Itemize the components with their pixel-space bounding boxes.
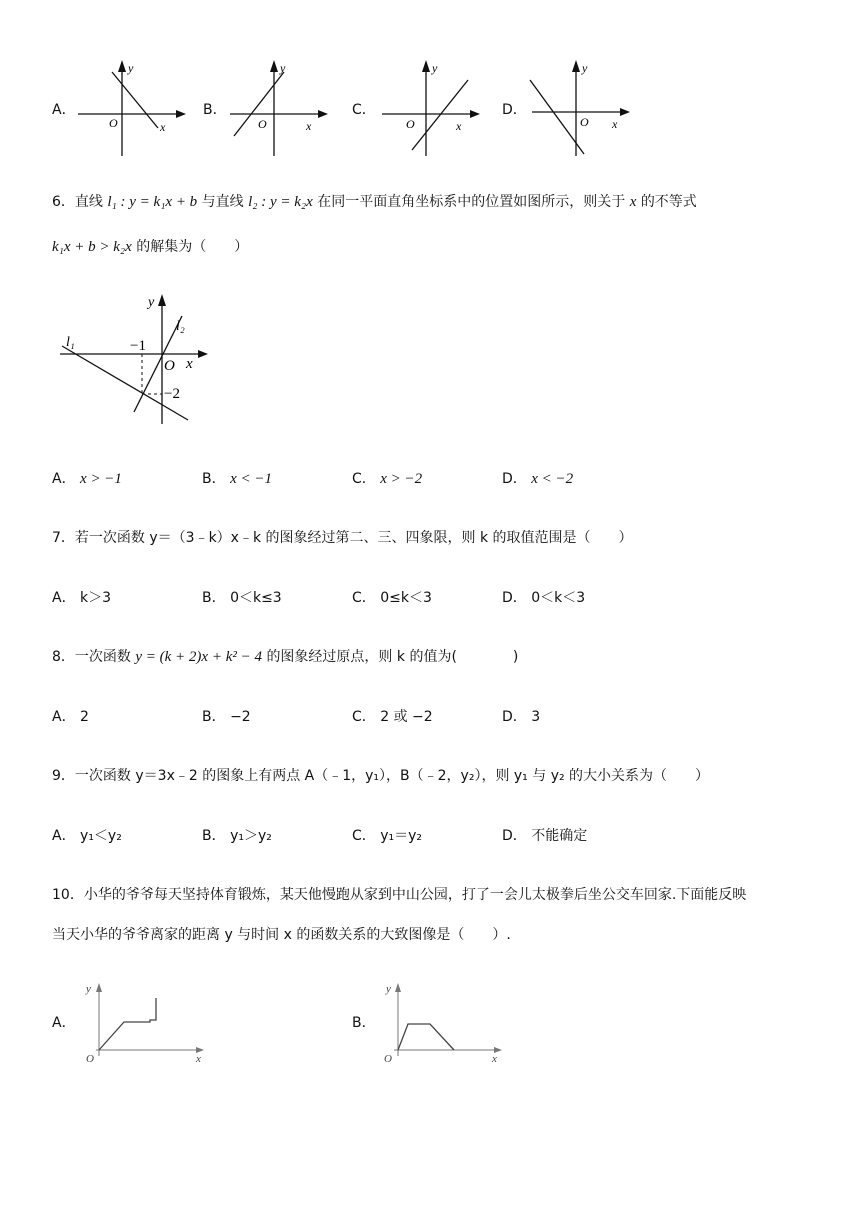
option-value: y₁＜y₂ <box>80 828 122 844</box>
q6-stem-line1 <box>52 193 697 211</box>
stem-text: 当天小华的爷爷离家的距离 y 与时间 x 的函数关系的大致图像是（ ）. <box>52 927 511 943</box>
svg-text:l₁: l₁ <box>66 335 75 350</box>
q6-option-b[interactable] <box>202 470 272 488</box>
q9-option-d[interactable] <box>502 827 587 845</box>
option-value: 2 <box>80 709 89 725</box>
option-label: D． <box>502 471 527 487</box>
option-label: C． <box>352 709 376 725</box>
svg-text:O: O <box>258 117 267 131</box>
option-label: B． <box>202 709 226 725</box>
option-value: 0≤k＜3 <box>380 590 432 606</box>
q8-option-b[interactable] <box>202 708 251 726</box>
svg-text:y: y <box>386 983 391 995</box>
q5-option-a-label[interactable]: A． <box>52 102 76 118</box>
stem-text: 的解集为（ ） <box>136 239 249 255</box>
q10-option-a-label[interactable]: A． <box>52 1015 76 1031</box>
q7-option-d[interactable] <box>502 589 585 607</box>
question-number: 9． <box>52 768 75 784</box>
q9-option-c[interactable] <box>352 827 422 845</box>
svg-text:y: y <box>86 983 91 995</box>
svg-text:y: y <box>128 61 134 75</box>
svg-text:y: y <box>280 61 286 75</box>
q7-option-c[interactable] <box>352 589 432 607</box>
option-label: B． <box>202 471 226 487</box>
stem-text: 一次函数 <box>74 649 131 665</box>
stem-formula: l₁ : y = k₁x + b <box>107 194 198 210</box>
question-number: 8． <box>52 649 75 665</box>
question-number: 6． <box>52 194 75 210</box>
svg-text:x: x <box>492 1053 497 1065</box>
q6-stem-line2 <box>52 238 248 256</box>
q5-option-c-graph <box>380 60 490 160</box>
stem-text: 的图象经过原点，则 k 的值为( ) <box>266 649 519 665</box>
q10-stem-line1 <box>52 886 746 904</box>
q5-option-d-graph <box>530 60 640 160</box>
question-number: 10． <box>52 887 84 903</box>
svg-text:y: y <box>148 295 155 310</box>
option-value: 0＜k≤3 <box>230 590 282 606</box>
svg-text:x: x <box>196 1053 201 1065</box>
stem-formula: l₂ : y = k₂x <box>248 194 313 210</box>
q6-option-d[interactable] <box>502 470 573 488</box>
svg-text:−2: −2 <box>164 386 180 402</box>
q9-option-b[interactable] <box>202 827 272 845</box>
q8-stem <box>52 648 518 666</box>
option-label: A． <box>52 590 76 606</box>
svg-text:x: x <box>612 117 618 131</box>
option-value: 不能确定 <box>531 828 588 844</box>
q9-stem <box>52 767 709 785</box>
svg-text:O: O <box>109 116 118 130</box>
q6-figure <box>58 292 218 432</box>
option-value: 2 或 −2 <box>380 709 433 725</box>
q6-option-a[interactable] <box>52 470 122 488</box>
q7-stem <box>52 529 633 547</box>
q7-option-b[interactable] <box>202 589 282 607</box>
stem-formula: x <box>629 194 637 210</box>
option-value: 0＜k＜3 <box>531 590 586 606</box>
q8-option-c[interactable] <box>352 708 433 726</box>
stem-formula: k₁x + b > k₂x <box>52 239 132 255</box>
q8-option-d[interactable] <box>502 708 540 726</box>
stem-text: 小华的爷爷每天坚持体育锻炼，某天他慢跑从家到中山公园，打了一会儿太极拳后坐公交车回家.下面能反映 <box>83 887 747 903</box>
svg-text:x: x <box>160 120 166 134</box>
svg-text:y: y <box>582 61 588 75</box>
option-label: D． <box>502 828 527 844</box>
q10-stem-line2 <box>52 926 511 944</box>
q5-option-b-label[interactable]: B． <box>203 102 227 118</box>
q5-option-a-graph <box>76 60 186 160</box>
svg-text:−1: −1 <box>130 338 146 354</box>
option-label: A． <box>52 471 76 487</box>
option-label: B． <box>202 590 226 606</box>
option-value: 3 <box>531 709 541 725</box>
svg-text:x: x <box>186 356 193 372</box>
q10-option-a-graph <box>84 980 214 1070</box>
option-value: k＞3 <box>80 590 112 606</box>
q8-option-a[interactable] <box>52 708 89 726</box>
svg-text:y: y <box>432 61 438 75</box>
option-label: C． <box>352 590 376 606</box>
q5-option-d-label[interactable]: D． <box>502 102 527 118</box>
q10-option-b-label[interactable]: B． <box>352 1015 376 1031</box>
svg-text:x: x <box>306 119 312 133</box>
option-label: C． <box>352 828 376 844</box>
option-value: x > −1 <box>80 471 122 487</box>
svg-text:O: O <box>406 117 415 131</box>
stem-text: 的不等式 <box>640 194 697 210</box>
option-value: x > −2 <box>380 471 423 487</box>
stem-text: 与直线 <box>201 194 244 210</box>
option-value: y₁＞y₂ <box>230 828 272 844</box>
q9-option-a[interactable] <box>52 827 122 845</box>
stem-text: 直线 <box>74 194 103 210</box>
option-label: B． <box>202 828 226 844</box>
svg-text:O: O <box>86 1053 94 1065</box>
question-number: 7． <box>52 530 75 546</box>
stem-text: 一次函数 y＝3x﹣2 的图象上有两点 A（﹣1，y₁），B（﹣2，y₂），则 y₁ 与 y₂ 的大小关系为（ ） <box>74 768 710 784</box>
stem-text: 在同一平面直角坐标系中的位置如图所示，则关于 <box>317 194 626 210</box>
svg-text:x: x <box>456 119 462 133</box>
option-value: y₁＝y₂ <box>380 828 423 844</box>
svg-text:O: O <box>580 115 589 129</box>
option-label: C． <box>352 471 376 487</box>
q5-option-b-graph <box>228 60 338 160</box>
q6-option-c[interactable] <box>352 470 422 488</box>
q10-option-b-graph <box>382 980 512 1070</box>
option-value: x < −2 <box>531 471 574 487</box>
svg-text:O: O <box>164 358 175 374</box>
stem-formula: y = (k + 2)x + k² − 4 <box>135 649 262 665</box>
option-label: D． <box>502 709 527 725</box>
q7-option-a[interactable] <box>52 589 111 607</box>
option-value: −2 <box>230 709 251 725</box>
option-label: A． <box>52 709 76 725</box>
option-label: A． <box>52 828 76 844</box>
q5-option-c-label[interactable]: C． <box>352 102 376 118</box>
svg-text:l₂: l₂ <box>176 319 185 334</box>
option-label: D． <box>502 590 527 606</box>
stem-text: 若一次函数 y＝（3﹣k）x﹣k 的图象经过第二、三、四象限，则 k 的取值范围是（ ） <box>74 530 633 546</box>
option-value: x < −1 <box>230 471 272 487</box>
svg-text:O: O <box>384 1053 392 1065</box>
